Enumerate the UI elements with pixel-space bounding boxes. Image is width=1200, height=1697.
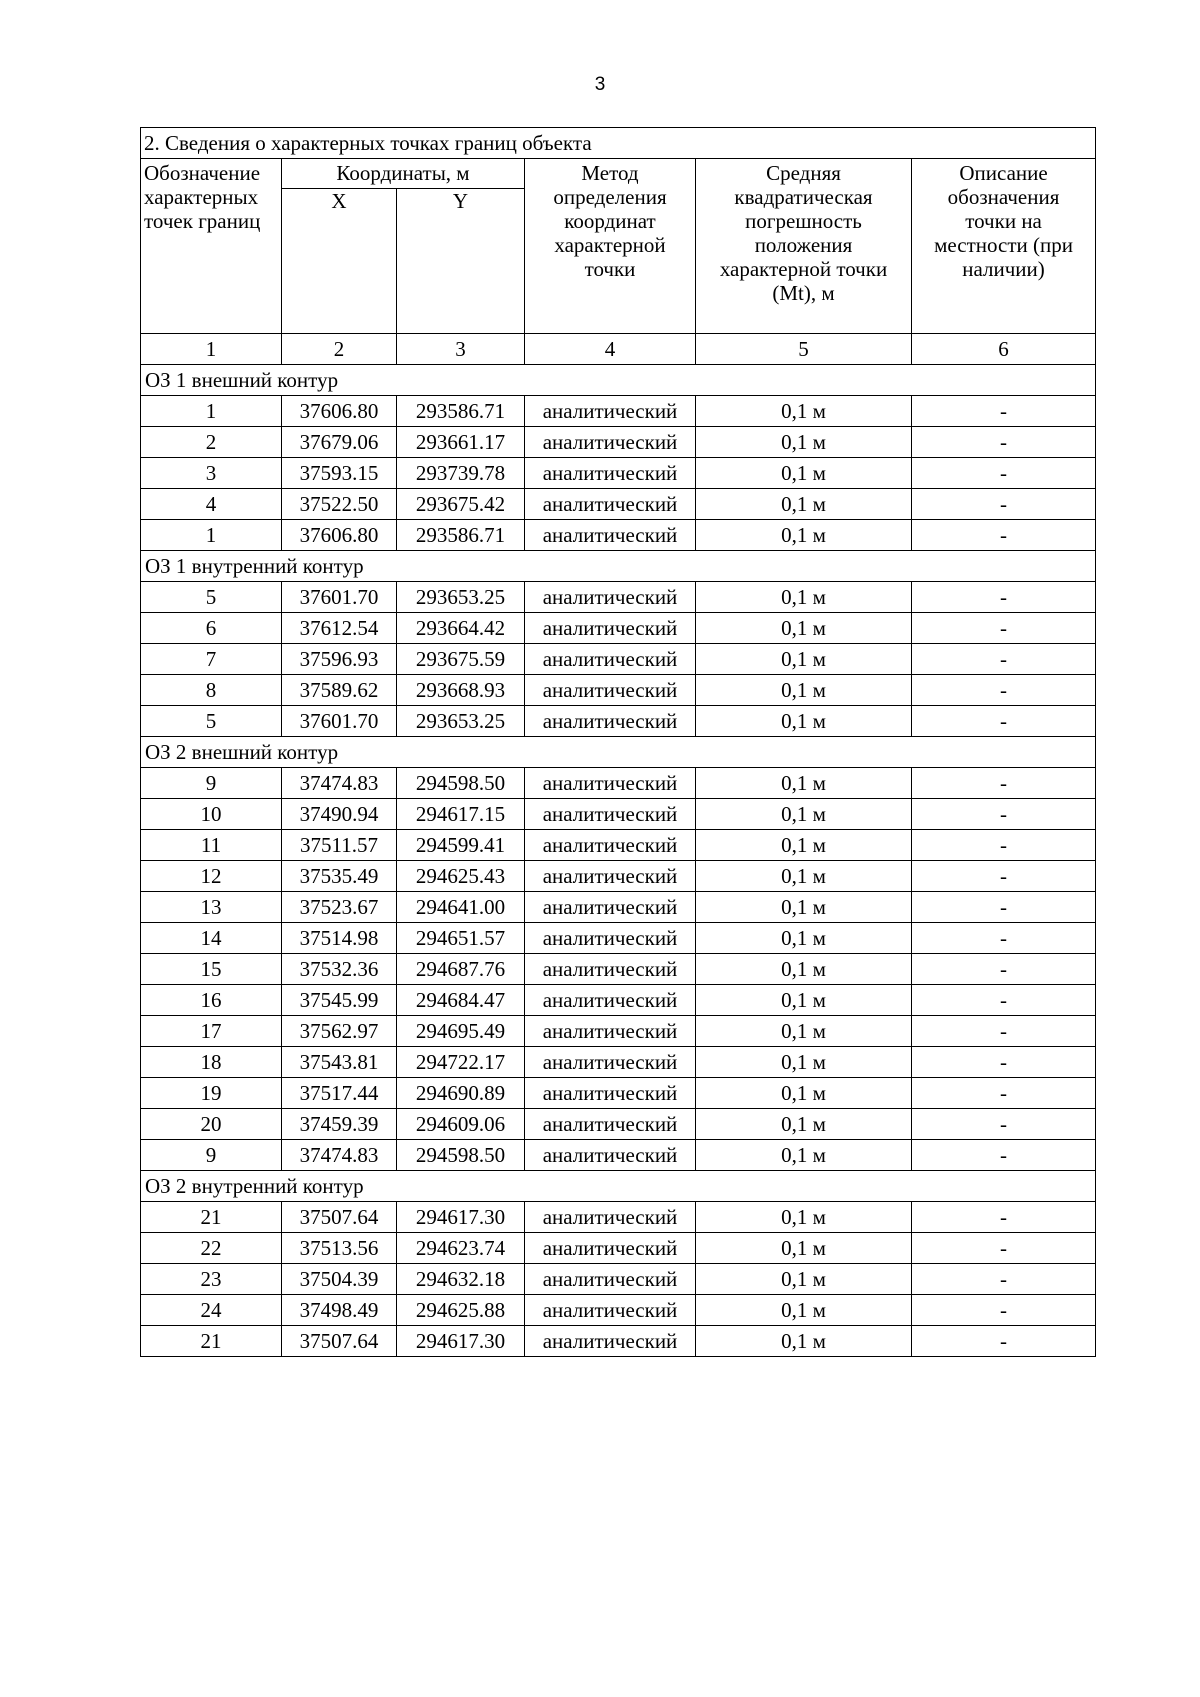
y-coordinate-cell: 293668.93 bbox=[397, 675, 525, 706]
point-number-cell: 5 bbox=[141, 706, 282, 737]
x-coordinate-cell: 37606.80 bbox=[282, 520, 397, 551]
column-number-row bbox=[141, 334, 1096, 365]
point-number-cell: 3 bbox=[141, 458, 282, 489]
column-number: 3 bbox=[397, 334, 525, 365]
point-number-cell: 8 bbox=[141, 675, 282, 706]
x-coordinate-cell: 37601.70 bbox=[282, 582, 397, 613]
method-cell: аналитический bbox=[525, 1047, 696, 1078]
description-cell: - bbox=[912, 396, 1096, 427]
table-row bbox=[141, 1326, 1096, 1357]
point-number-cell: 20 bbox=[141, 1109, 282, 1140]
y-coordinate-cell: 294641.00 bbox=[397, 892, 525, 923]
error-cell: 0,1 м bbox=[696, 1295, 912, 1326]
x-coordinate-cell: 37498.49 bbox=[282, 1295, 397, 1326]
method-cell: аналитический bbox=[525, 1295, 696, 1326]
table-row bbox=[141, 799, 1096, 830]
error-cell: 0,1 м bbox=[696, 458, 912, 489]
table-row bbox=[141, 613, 1096, 644]
table-row bbox=[141, 1047, 1096, 1078]
table-row bbox=[141, 1140, 1096, 1171]
table-row bbox=[141, 1264, 1096, 1295]
method-cell: аналитический bbox=[525, 1202, 696, 1233]
header-method-line: определения bbox=[553, 185, 667, 209]
point-number-cell: 14 bbox=[141, 923, 282, 954]
x-coordinate-cell: 37459.39 bbox=[282, 1109, 397, 1140]
table-row bbox=[141, 644, 1096, 675]
x-coordinate-cell: 37513.56 bbox=[282, 1233, 397, 1264]
header-row bbox=[141, 159, 1096, 189]
error-cell: 0,1 м bbox=[696, 489, 912, 520]
error-cell: 0,1 м bbox=[696, 799, 912, 830]
column-number: 1 bbox=[141, 334, 282, 365]
error-cell: 0,1 м bbox=[696, 954, 912, 985]
y-coordinate-cell: 294625.43 bbox=[397, 861, 525, 892]
section-row bbox=[141, 365, 1096, 396]
section-title: ОЗ 1 внутренний контур bbox=[141, 551, 1096, 582]
y-coordinate-cell: 294722.17 bbox=[397, 1047, 525, 1078]
method-cell: аналитический bbox=[525, 923, 696, 954]
header-error-line: (Mt), м bbox=[772, 281, 835, 305]
x-coordinate-cell: 37514.98 bbox=[282, 923, 397, 954]
point-number-cell: 21 bbox=[141, 1202, 282, 1233]
table-row bbox=[141, 923, 1096, 954]
section-row bbox=[141, 737, 1096, 768]
y-coordinate-cell: 293653.25 bbox=[397, 706, 525, 737]
point-number-cell: 6 bbox=[141, 613, 282, 644]
x-coordinate-cell: 37490.94 bbox=[282, 799, 397, 830]
header-error-line: Средняя bbox=[766, 161, 841, 185]
point-number-cell: 21 bbox=[141, 1326, 282, 1357]
method-cell: аналитический bbox=[525, 1078, 696, 1109]
method-cell: аналитический bbox=[525, 427, 696, 458]
error-cell: 0,1 м bbox=[696, 396, 912, 427]
description-cell: - bbox=[912, 1202, 1096, 1233]
table-row bbox=[141, 861, 1096, 892]
table-row bbox=[141, 427, 1096, 458]
header-description bbox=[912, 159, 1096, 334]
header-designation bbox=[141, 159, 282, 334]
description-cell: - bbox=[912, 706, 1096, 737]
y-coordinate-cell: 294651.57 bbox=[397, 923, 525, 954]
description-cell: - bbox=[912, 830, 1096, 861]
point-number-cell: 9 bbox=[141, 1140, 282, 1171]
y-coordinate-cell: 294623.74 bbox=[397, 1233, 525, 1264]
table-row bbox=[141, 396, 1096, 427]
method-cell: аналитический bbox=[525, 1140, 696, 1171]
header-method-line: координат bbox=[564, 209, 656, 233]
point-number-cell: 15 bbox=[141, 954, 282, 985]
y-coordinate-cell: 294617.15 bbox=[397, 799, 525, 830]
method-cell: аналитический bbox=[525, 768, 696, 799]
method-cell: аналитический bbox=[525, 396, 696, 427]
header-y: Y bbox=[397, 189, 525, 334]
method-cell: аналитический bbox=[525, 706, 696, 737]
description-cell: - bbox=[912, 892, 1096, 923]
boundary-points-table bbox=[140, 127, 1096, 1357]
error-cell: 0,1 м bbox=[696, 768, 912, 799]
table-row bbox=[141, 892, 1096, 923]
method-cell: аналитический bbox=[525, 489, 696, 520]
error-cell: 0,1 м bbox=[696, 1264, 912, 1295]
error-cell: 0,1 м bbox=[696, 923, 912, 954]
table-row bbox=[141, 1233, 1096, 1264]
description-cell: - bbox=[912, 427, 1096, 458]
y-coordinate-cell: 294684.47 bbox=[397, 985, 525, 1016]
error-cell: 0,1 м bbox=[696, 1326, 912, 1357]
method-cell: аналитический bbox=[525, 985, 696, 1016]
description-cell: - bbox=[912, 1016, 1096, 1047]
table-row bbox=[141, 830, 1096, 861]
error-cell: 0,1 м bbox=[696, 1109, 912, 1140]
error-cell: 0,1 м bbox=[696, 1047, 912, 1078]
x-coordinate-cell: 37596.93 bbox=[282, 644, 397, 675]
header-method bbox=[525, 159, 696, 334]
table-row bbox=[141, 985, 1096, 1016]
method-cell: аналитический bbox=[525, 954, 696, 985]
x-coordinate-cell: 37474.83 bbox=[282, 1140, 397, 1171]
x-coordinate-cell: 37589.62 bbox=[282, 675, 397, 706]
method-cell: аналитический bbox=[525, 582, 696, 613]
point-number-cell: 23 bbox=[141, 1264, 282, 1295]
header-designation-line: характерных bbox=[144, 185, 259, 209]
y-coordinate-cell: 294599.41 bbox=[397, 830, 525, 861]
x-coordinate-cell: 37532.36 bbox=[282, 954, 397, 985]
point-number-cell: 18 bbox=[141, 1047, 282, 1078]
header-error-line: положения bbox=[754, 233, 853, 257]
x-coordinate-cell: 37507.64 bbox=[282, 1326, 397, 1357]
method-cell: аналитический bbox=[525, 458, 696, 489]
table-row bbox=[141, 489, 1096, 520]
y-coordinate-cell: 293664.42 bbox=[397, 613, 525, 644]
table-title: 2. Сведения о характерных точках границ объекта bbox=[141, 128, 1096, 159]
description-cell: - bbox=[912, 458, 1096, 489]
error-cell: 0,1 м bbox=[696, 427, 912, 458]
description-cell: - bbox=[912, 1264, 1096, 1295]
y-coordinate-cell: 294625.88 bbox=[397, 1295, 525, 1326]
header-error-line: квадратическая bbox=[734, 185, 873, 209]
point-number-cell: 13 bbox=[141, 892, 282, 923]
error-cell: 0,1 м bbox=[696, 830, 912, 861]
error-cell: 0,1 м bbox=[696, 644, 912, 675]
x-coordinate-cell: 37612.54 bbox=[282, 613, 397, 644]
header-method-line: Метод bbox=[581, 161, 639, 185]
table-row bbox=[141, 954, 1096, 985]
header-error bbox=[696, 159, 912, 334]
x-coordinate-cell: 37562.97 bbox=[282, 1016, 397, 1047]
table-row bbox=[141, 1078, 1096, 1109]
point-number-cell: 24 bbox=[141, 1295, 282, 1326]
error-cell: 0,1 м bbox=[696, 520, 912, 551]
table-row bbox=[141, 458, 1096, 489]
method-cell: аналитический bbox=[525, 613, 696, 644]
point-number-cell: 17 bbox=[141, 1016, 282, 1047]
section-title: ОЗ 2 внешний контур bbox=[141, 737, 1096, 768]
description-cell: - bbox=[912, 1078, 1096, 1109]
point-number-cell: 22 bbox=[141, 1233, 282, 1264]
table-row bbox=[141, 706, 1096, 737]
header-description-line: обозначения bbox=[947, 185, 1060, 209]
method-cell: аналитический bbox=[525, 1233, 696, 1264]
description-cell: - bbox=[912, 799, 1096, 830]
description-cell: - bbox=[912, 861, 1096, 892]
description-cell: - bbox=[912, 1233, 1096, 1264]
method-cell: аналитический bbox=[525, 1326, 696, 1357]
y-coordinate-cell: 293653.25 bbox=[397, 582, 525, 613]
section-title: ОЗ 1 внешний контур bbox=[141, 365, 1096, 396]
header-description-line: наличии) bbox=[962, 257, 1045, 281]
y-coordinate-cell: 294617.30 bbox=[397, 1326, 525, 1357]
y-coordinate-cell: 294690.89 bbox=[397, 1078, 525, 1109]
y-coordinate-cell: 293675.42 bbox=[397, 489, 525, 520]
point-number-cell: 19 bbox=[141, 1078, 282, 1109]
error-cell: 0,1 м bbox=[696, 1016, 912, 1047]
description-cell: - bbox=[912, 644, 1096, 675]
point-number-cell: 1 bbox=[141, 396, 282, 427]
method-cell: аналитический bbox=[525, 892, 696, 923]
error-cell: 0,1 м bbox=[696, 892, 912, 923]
point-number-cell: 7 bbox=[141, 644, 282, 675]
column-number: 4 bbox=[525, 334, 696, 365]
method-cell: аналитический bbox=[525, 830, 696, 861]
method-cell: аналитический bbox=[525, 861, 696, 892]
table-row bbox=[141, 520, 1096, 551]
method-cell: аналитический bbox=[525, 520, 696, 551]
description-cell: - bbox=[912, 954, 1096, 985]
header-error-line: погрешность bbox=[745, 209, 862, 233]
page-number: 3 bbox=[594, 74, 606, 95]
y-coordinate-cell: 293739.78 bbox=[397, 458, 525, 489]
x-coordinate-cell: 37545.99 bbox=[282, 985, 397, 1016]
table-row bbox=[141, 1202, 1096, 1233]
column-number: 2 bbox=[282, 334, 397, 365]
point-number-cell: 12 bbox=[141, 861, 282, 892]
header-method-line: точки bbox=[584, 257, 636, 281]
table-row bbox=[141, 675, 1096, 706]
error-cell: 0,1 м bbox=[696, 1078, 912, 1109]
header-designation-line: Обозначение bbox=[144, 161, 261, 185]
x-coordinate-cell: 37535.49 bbox=[282, 861, 397, 892]
method-cell: аналитический bbox=[525, 1016, 696, 1047]
description-cell: - bbox=[912, 489, 1096, 520]
point-number-cell: 16 bbox=[141, 985, 282, 1016]
column-number: 6 bbox=[912, 334, 1096, 365]
table-title-row bbox=[141, 128, 1096, 159]
table-body bbox=[141, 128, 1096, 1357]
table-row bbox=[141, 582, 1096, 613]
x-coordinate-cell: 37543.81 bbox=[282, 1047, 397, 1078]
point-number-cell: 9 bbox=[141, 768, 282, 799]
x-coordinate-cell: 37517.44 bbox=[282, 1078, 397, 1109]
error-cell: 0,1 м bbox=[696, 1233, 912, 1264]
description-cell: - bbox=[912, 520, 1096, 551]
table-row bbox=[141, 1016, 1096, 1047]
header-coordinates: Координаты, м bbox=[282, 159, 525, 189]
point-number-cell: 2 bbox=[141, 427, 282, 458]
description-cell: - bbox=[912, 675, 1096, 706]
x-coordinate-cell: 37474.83 bbox=[282, 768, 397, 799]
error-cell: 0,1 м bbox=[696, 861, 912, 892]
description-cell: - bbox=[912, 985, 1096, 1016]
x-coordinate-cell: 37507.64 bbox=[282, 1202, 397, 1233]
description-cell: - bbox=[912, 1295, 1096, 1326]
table-row bbox=[141, 1109, 1096, 1140]
section-row bbox=[141, 551, 1096, 582]
point-number-cell: 1 bbox=[141, 520, 282, 551]
y-coordinate-cell: 293586.71 bbox=[397, 520, 525, 551]
description-cell: - bbox=[912, 1047, 1096, 1078]
y-coordinate-cell: 294598.50 bbox=[397, 1140, 525, 1171]
table-row bbox=[141, 1295, 1096, 1326]
x-coordinate-cell: 37523.67 bbox=[282, 892, 397, 923]
x-coordinate-cell: 37606.80 bbox=[282, 396, 397, 427]
point-number-cell: 11 bbox=[141, 830, 282, 861]
x-coordinate-cell: 37601.70 bbox=[282, 706, 397, 737]
header-description-line: Описание bbox=[959, 161, 1048, 185]
y-coordinate-cell: 293661.17 bbox=[397, 427, 525, 458]
section-row bbox=[141, 1171, 1096, 1202]
y-coordinate-cell: 294617.30 bbox=[397, 1202, 525, 1233]
method-cell: аналитический bbox=[525, 1109, 696, 1140]
section-title: ОЗ 2 внутренний контур bbox=[141, 1171, 1096, 1202]
header-error-line: характерной точки bbox=[719, 257, 888, 281]
y-coordinate-cell: 294632.18 bbox=[397, 1264, 525, 1295]
method-cell: аналитический bbox=[525, 644, 696, 675]
point-number-cell: 4 bbox=[141, 489, 282, 520]
header-description-line: точки на bbox=[965, 209, 1042, 233]
x-coordinate-cell: 37504.39 bbox=[282, 1264, 397, 1295]
error-cell: 0,1 м bbox=[696, 582, 912, 613]
x-coordinate-cell: 37593.15 bbox=[282, 458, 397, 489]
y-coordinate-cell: 294598.50 bbox=[397, 768, 525, 799]
error-cell: 0,1 м bbox=[696, 675, 912, 706]
header-designation-line: точек границ bbox=[144, 209, 261, 233]
header-method-line: характерной bbox=[554, 233, 666, 257]
header-description-line: местности (при bbox=[934, 233, 1073, 257]
y-coordinate-cell: 294609.06 bbox=[397, 1109, 525, 1140]
point-number-cell: 5 bbox=[141, 582, 282, 613]
method-cell: аналитический bbox=[525, 799, 696, 830]
description-cell: - bbox=[912, 582, 1096, 613]
column-number: 5 bbox=[696, 334, 912, 365]
description-cell: - bbox=[912, 923, 1096, 954]
error-cell: 0,1 м bbox=[696, 985, 912, 1016]
y-coordinate-cell: 293586.71 bbox=[397, 396, 525, 427]
error-cell: 0,1 м bbox=[696, 613, 912, 644]
method-cell: аналитический bbox=[525, 675, 696, 706]
error-cell: 0,1 м bbox=[696, 1140, 912, 1171]
description-cell: - bbox=[912, 768, 1096, 799]
description-cell: - bbox=[912, 1326, 1096, 1357]
table-row bbox=[141, 768, 1096, 799]
y-coordinate-cell: 294687.76 bbox=[397, 954, 525, 985]
error-cell: 0,1 м bbox=[696, 1202, 912, 1233]
x-coordinate-cell: 37522.50 bbox=[282, 489, 397, 520]
description-cell: - bbox=[912, 1109, 1096, 1140]
description-cell: - bbox=[912, 1140, 1096, 1171]
method-cell: аналитический bbox=[525, 1264, 696, 1295]
x-coordinate-cell: 37511.57 bbox=[282, 830, 397, 861]
description-cell: - bbox=[912, 613, 1096, 644]
point-number-cell: 10 bbox=[141, 799, 282, 830]
x-coordinate-cell: 37679.06 bbox=[282, 427, 397, 458]
y-coordinate-cell: 294695.49 bbox=[397, 1016, 525, 1047]
error-cell: 0,1 м bbox=[696, 706, 912, 737]
y-coordinate-cell: 293675.59 bbox=[397, 644, 525, 675]
header-x: X bbox=[282, 189, 397, 334]
